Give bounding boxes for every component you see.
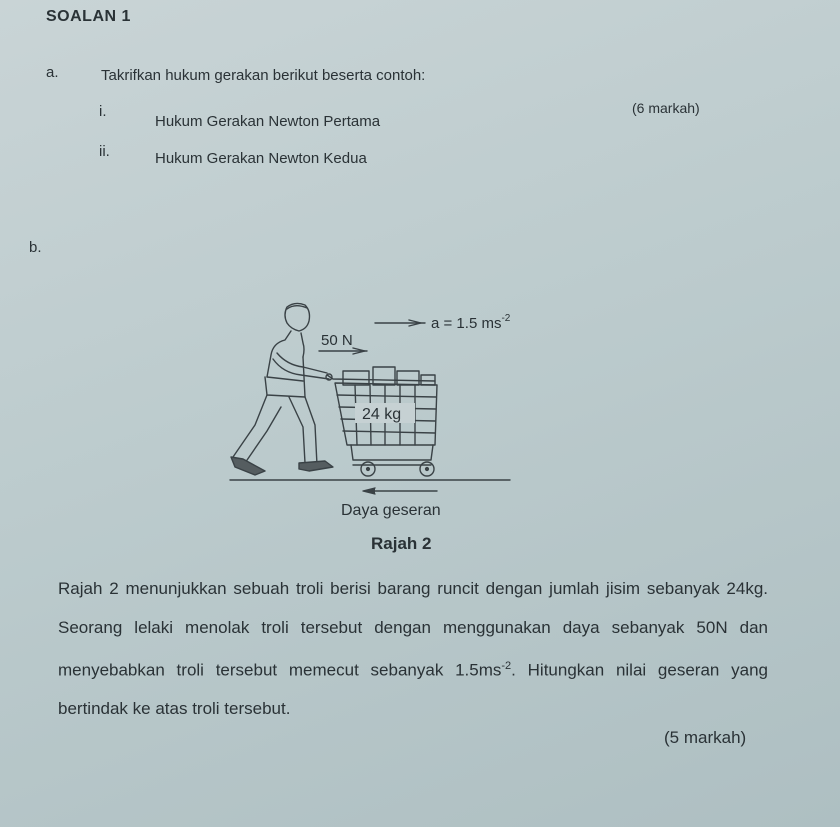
part-a-label: a. [46,64,59,81]
acceleration-arrow [375,320,425,326]
item-i-number: i. [99,103,107,120]
friction-label: Daya geseran [341,502,441,519]
figure-caption: Rajah 2 [371,534,432,553]
item-ii-number: ii. [99,143,110,160]
part-a-marks: (6 markah) [632,100,700,116]
part-b-marks: (5 markah) [664,728,747,747]
part-a-prompt: Takrifkan hukum gerakan berikut beserta contoh: [101,67,426,84]
force-label: 50 N [321,332,353,349]
question-paragraph: Rajah 2 menunjukkan sebuah troli berisi barang runcit dengan jumlah jisim sebanyak 24kg. Seorang lelaki menolak troli tersebut dengan menggunakan daya sebanyak 50N dan menyebabkan troli tersebut memecut sebanyak $1.5ms^{-2}$. Hitungkan nilai geseran yang bertindak ke atas troli tersebut. [58,579,768,719]
mass-label: 24 kg [362,406,402,423]
part-b-label: b. [29,239,42,256]
item-ii-text: Hukum Gerakan Newton Kedua [155,150,367,167]
friction-arrow [363,488,437,494]
trolley-diagram [225,295,565,495]
man-figure [231,303,333,475]
acceleration-label: a = 1.5 $ms^{-2}$ [431,313,511,332]
item-i-text: Hukum Gerakan Newton Pertama [155,113,381,130]
question-heading: SOALAN 1 [46,8,131,25]
